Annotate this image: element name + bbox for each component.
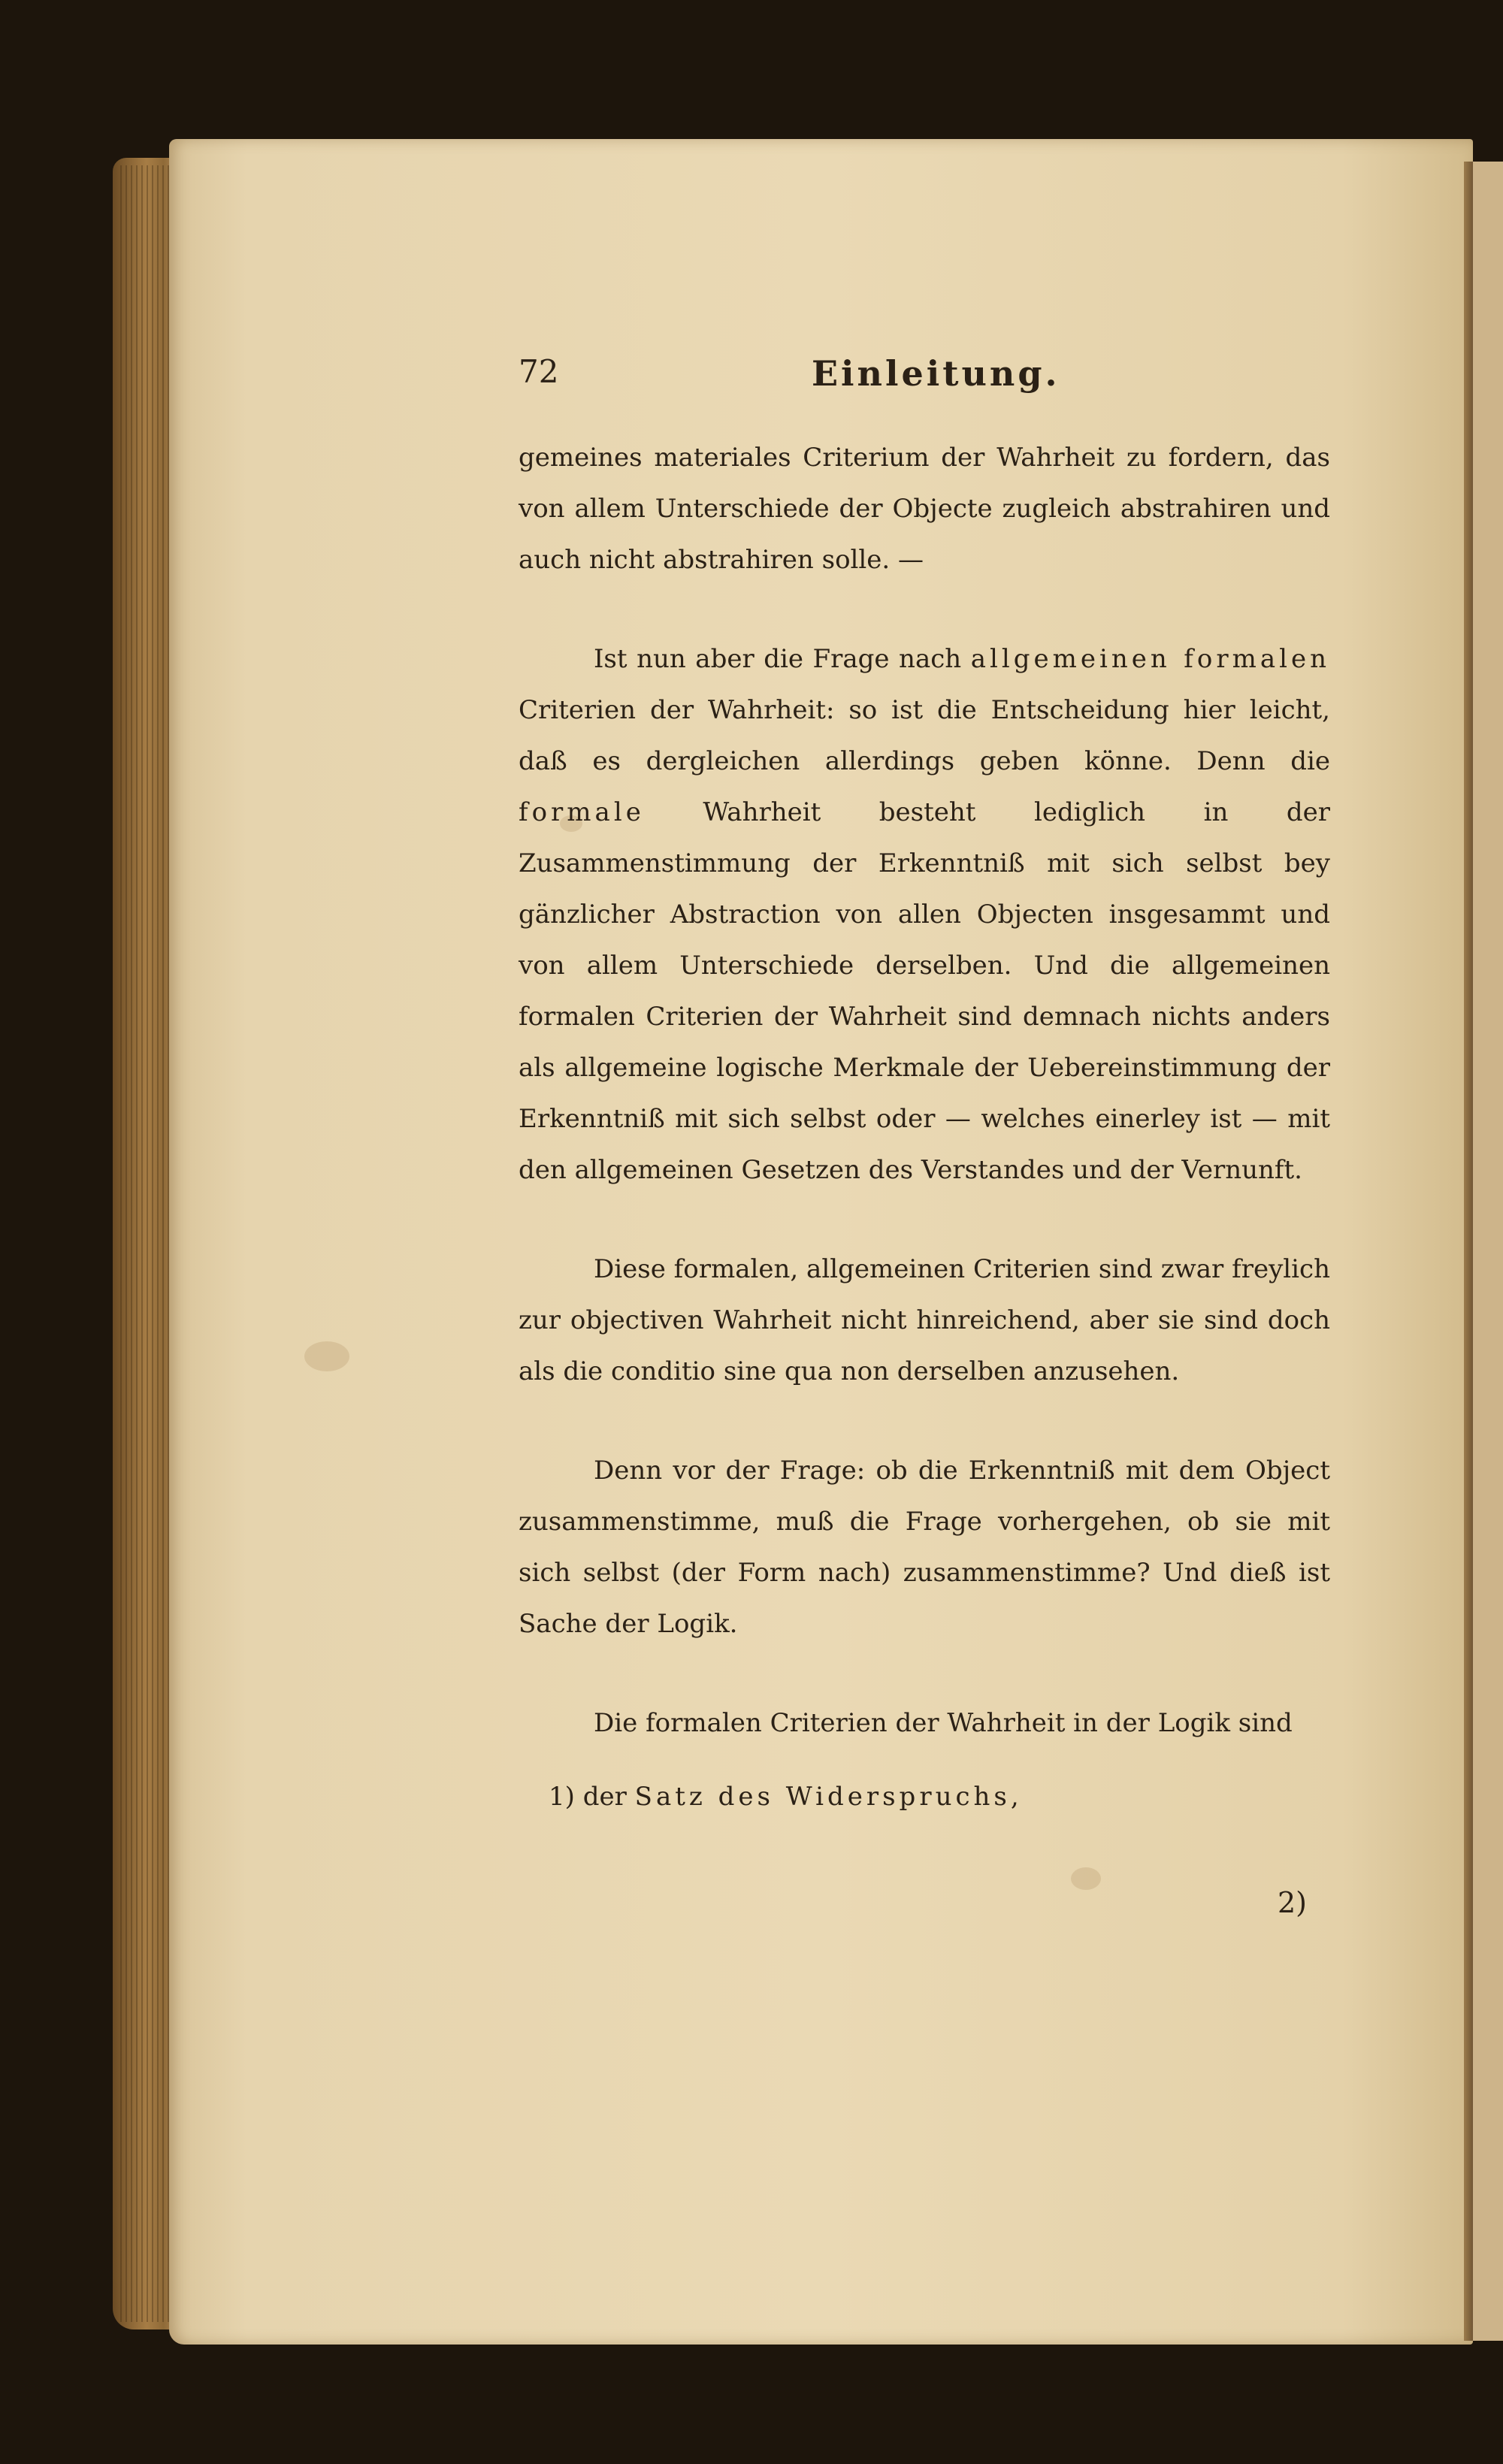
paragraph-2-emphasis-a: allgemeinen formalen xyxy=(970,644,1330,674)
paragraph-2 xyxy=(519,633,1330,1196)
list-item-1-emphasis: Satz des Widerspruchs, xyxy=(634,1782,1023,1812)
facing-page-edge xyxy=(1473,162,1503,2341)
catchword: 2) xyxy=(1278,1886,1308,1919)
paragraph-2-text-b: Criterien der Wahrheit: so ist die Entscheidung hier leicht, daß es dergleichen allerdings geben könne. Denn die xyxy=(519,695,1330,776)
paragraph-2-emphasis-b: formale xyxy=(519,797,645,827)
paragraph-3-text: Diese formalen, allgemeinen Criterien sind zwar freylich zur objectiven Wahrheit nicht hinreichend, aber sie sind doch als die conditio sine qua non derselben anzusehen. xyxy=(519,1254,1330,1386)
page-header xyxy=(519,353,1345,406)
paragraph-4 xyxy=(519,1445,1330,1649)
paragraph-3 xyxy=(519,1244,1330,1397)
paragraph-2-text-c: Wahrheit besteht lediglich in der Zusammenstimmung der Erkenntniß mit sich selbst bey gänzlicher Abstraction von allen Objecten insgesammt und von allem Unterschiede derselben. Und die allgemeinen formalen Criterien der Wahrheit sind demnach nichts anders als allgemeine logische Merkmale der Uebereinstimmung der Erkenntniß mit sich selbst oder — welches einerley ist — mit den allgemeinen Gesetzen des Verstandes und der Vernunft. xyxy=(519,797,1330,1185)
paragraph-4-text: Denn vor der Frage: ob die Erkenntniß mit dem Object zusammenstimme, muß die Frage vorhergehen, ob sie mit sich selbst (der Form nach) zusammenstimme? Und dieß ist Sache der Logik. xyxy=(519,1456,1330,1639)
paragraph-1-text: gemeines materiales Criterium der Wahrheit zu fordern, das von allem Unterschiede der Objecte zugleich abstrahiren und auch nicht abstrahiren solle. — xyxy=(519,443,1330,575)
list-item-1 xyxy=(519,1771,1330,1822)
running-title: Einleitung. xyxy=(812,353,1060,394)
page-number: 72 xyxy=(519,353,559,390)
foxing-spot xyxy=(304,1341,349,1371)
paragraph-2-text-a: Ist nun aber die Frage nach xyxy=(594,644,971,674)
paragraph-1 xyxy=(519,432,1330,585)
body-text xyxy=(519,432,1330,1822)
paragraph-5-text: Die formalen Criterien der Wahrheit in der Logik sind xyxy=(594,1708,1293,1738)
list-item-1-text: 1) der xyxy=(549,1782,635,1812)
foxing-spot xyxy=(1071,1867,1101,1890)
paragraph-5 xyxy=(519,1698,1330,1749)
